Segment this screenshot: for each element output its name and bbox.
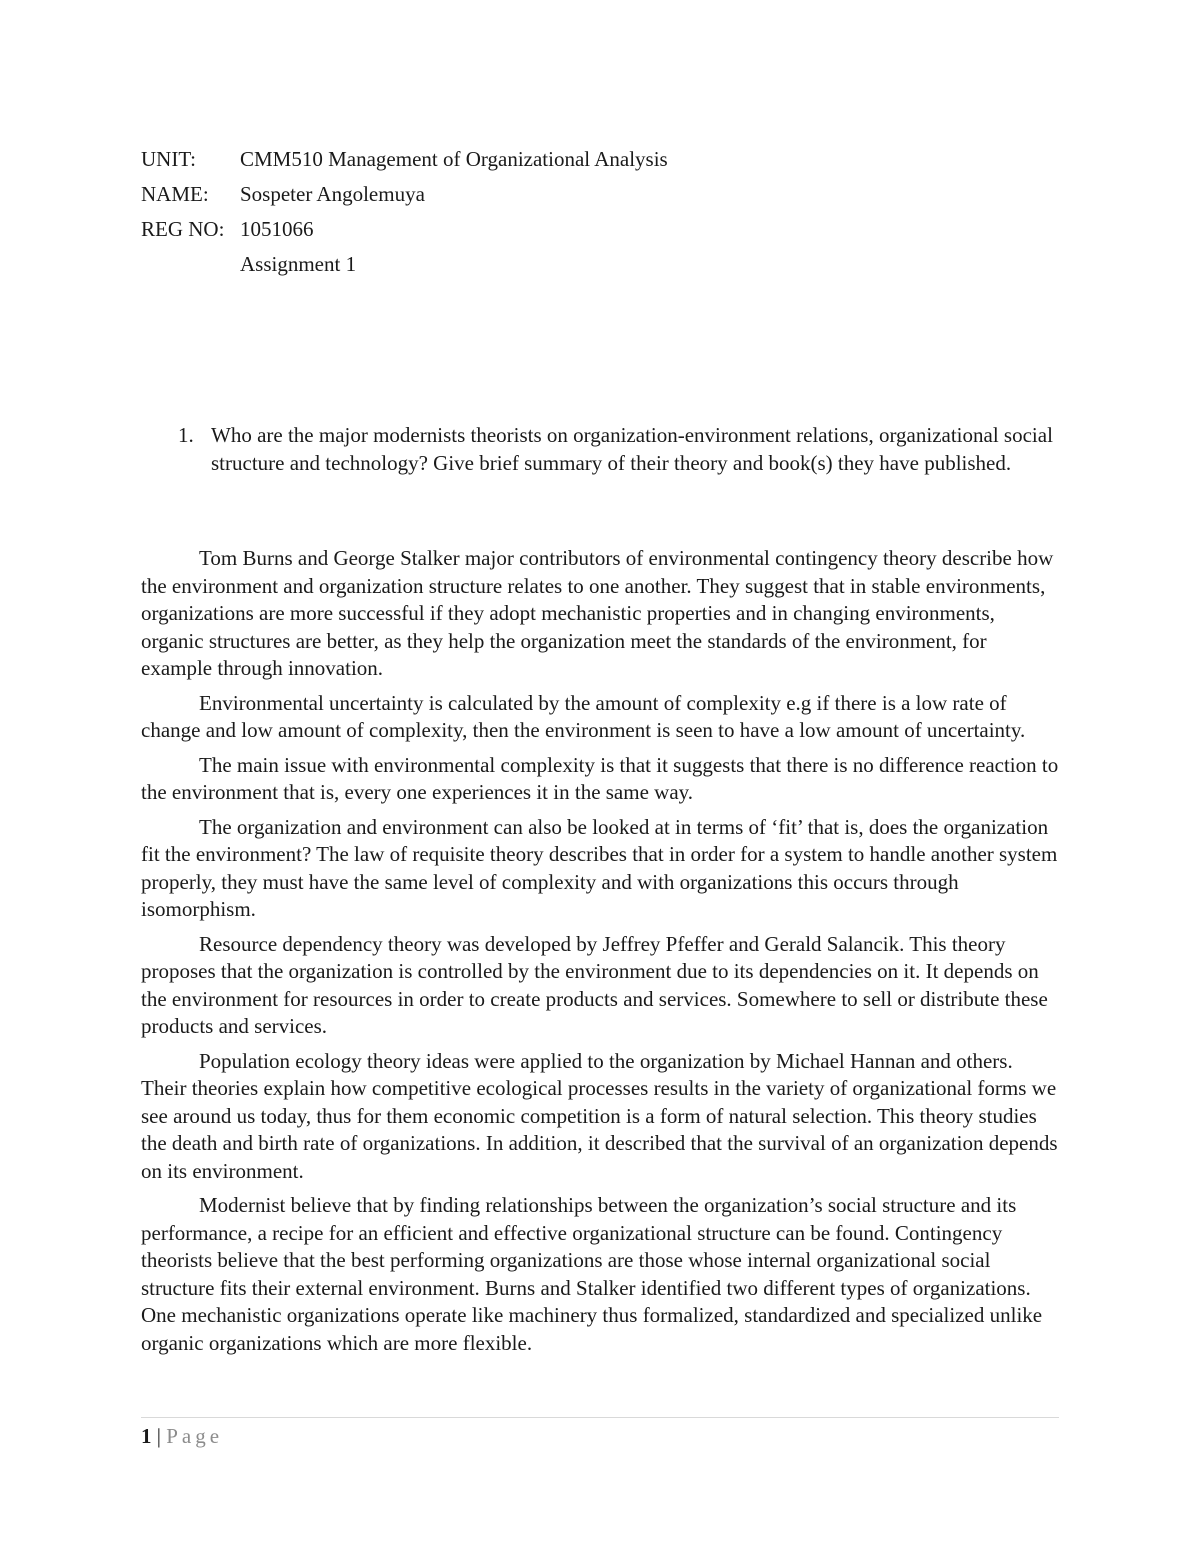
footer-separator: | — [156, 1424, 161, 1448]
unit-row — [141, 142, 668, 177]
answer-body — [141, 545, 1061, 1364]
page-label: Page — [166, 1424, 224, 1448]
reg-row — [141, 212, 668, 247]
paragraph: Modernist believe that by finding relationships between the organization’s social structure and its performance, a recipe for an efficient and effective organizational structure can be found. Contingency theorists believe that the best performing organizations are those whose internal organizational social structure fits their external environment. Burns and Stalker identified two different types of organizations. One mechanistic organizations operate like machinery thus formalized, standardized and specialized unlike organic organizations which are more flexible. — [141, 1193, 1043, 1355]
name-value: Sospeter Angolemuya — [240, 182, 425, 206]
paragraph: The main issue with environmental complexity is that it suggests that there is no difference reaction to the environment that is, every one experiences it in the same way. — [141, 752, 1059, 804]
question-item — [178, 422, 1058, 477]
document-header — [141, 142, 668, 282]
page-footer — [141, 1422, 223, 1450]
paragraph: Environmental uncertainty is calculated by the amount of complexity e.g if there is a low rate of change and low amount of complexity, then the environment is seen to have a low amount of uncertainty. — [141, 690, 1026, 742]
reg-label: REG NO: — [141, 217, 225, 241]
paragraph: Resource dependency theory was developed by Jeffrey Pfeffer and Gerald Salancik. This theory proposes that the organization is controlled by the environment due to its dependencies on it. It depends on the environment for resources in order to create products and services. Somewhere to sell or distribute these products and services. — [141, 931, 1048, 1038]
paragraph: Tom Burns and George Stalker major contributors of environmental contingency theory describe how the environment and organization structure relates to one another. They suggest that in stable environments, organizations are more successful if they adopt mechanistic properties and in changing environments, organic structures are better, as they help the organization meet the standards of the environment, for example through innovation. — [141, 546, 1054, 680]
unit-label: UNIT: — [141, 147, 196, 171]
question-text: Who are the major modernists theorists on organization-environment relations, organizational social structure and technology? Give brief summary of their theory and book(s) they have published. — [211, 423, 1053, 475]
assignment-title: Assignment 1 — [240, 252, 357, 276]
reg-value: 1051066 — [240, 217, 314, 241]
paragraph: The organization and environment can also be looked at in terms of ‘fit’ that is, does the organization fit the environment? The law of requisite theory describes that in order for a system to handle another system properly, they must have the same level of complexity and with organizations this occurs through isomorphism. — [141, 814, 1058, 921]
question-number: 1. — [178, 423, 194, 447]
page-number: 1 — [141, 1424, 152, 1448]
name-label: NAME: — [141, 182, 209, 206]
unit-value: CMM510 Management of Organizational Analysis — [240, 147, 668, 171]
footer-divider — [141, 1417, 1059, 1418]
paragraph: Population ecology theory ideas were applied to the organization by Michael Hannan and others. Their theories explain how competitive ecological processes results in the variety of organizational forms we see around us today, thus for them economic competition is a form of natural selection. This theory studies the death and birth rate of organizations. In addition, it described that the survival of an organization depends on its environment. — [141, 1048, 1058, 1183]
name-row — [141, 177, 668, 212]
